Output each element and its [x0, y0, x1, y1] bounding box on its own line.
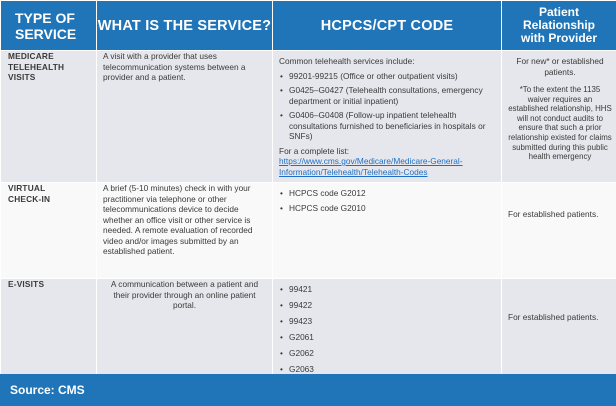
list-item: • G0406–G0408 (Follow-up inpatient telehealth consultations furnished to beneficiaries in hospitals or SNFs): [279, 110, 497, 142]
list-item: • G2062: [279, 348, 497, 359]
code-list: [279, 188, 497, 213]
header-hcpcs-cpt-code: HCPCS/CPT CODE: [273, 1, 502, 51]
header-patient-relationship: Patient Relationship with Provider: [502, 1, 616, 51]
list-item: • G0425–G0427 (Telehealth consultations, emergency department or initial inpatient): [279, 85, 497, 106]
relationship-text: For established patients.: [508, 312, 599, 322]
list-item: • 99201-99215 (Office or other outpatient visits): [279, 71, 497, 82]
header-what-is-the-service: WHAT IS THE SERVICE?: [97, 1, 273, 51]
codes-intro: Common telehealth services include:: [279, 56, 415, 66]
list-item: • 99423: [279, 316, 497, 327]
row-virtual-check-in: [1, 183, 616, 279]
full-list-label: For a complete list:: [279, 145, 350, 156]
source-footer: Source: CMS: [0, 374, 616, 406]
list-item: • HCPCS code G2010: [279, 203, 497, 214]
relationship-text: For established patients.: [508, 209, 599, 219]
service-description: A visit with a provider that uses telecommunication systems between a provider and a patient.: [97, 51, 273, 183]
list-item: • 99421: [279, 284, 497, 295]
relationship-footnote: *To the extent the 1135 waiver requires an established relationship, HHS will not conduct audits to ensure that such a prior relationship existed for claims submitted during this public health emergency: [508, 85, 612, 162]
code-list: [279, 284, 497, 375]
relationship-cell: [502, 183, 616, 279]
service-description: A brief (5-10 minutes) check in with your practitioner via telephone or other telecommunications device to decide whether an office visit or other service is needed. A remote evaluation of recorded video and/or images submitted by an established patient.: [97, 183, 273, 279]
type-cell: MEDICARE TELEHEALTH VISITS: [1, 51, 97, 183]
relationship-cell: [502, 279, 616, 381]
row-medicare-telehealth: [1, 51, 616, 183]
list-item: • 99422: [279, 300, 497, 311]
row-e-visits: [1, 279, 616, 381]
cms-telehealth-codes-link[interactable]: https://www.cms.gov/Medicare/Medicare-General-Information/Telehealth/Telehealth-Codes: [279, 156, 463, 177]
type-cell: VIRTUAL CHECK-IN: [1, 183, 97, 279]
code-cell: [273, 51, 502, 183]
type-cell: E-VISITS: [1, 279, 97, 381]
list-item: • HCPCS code G2012: [279, 188, 497, 199]
code-cell: [273, 183, 502, 279]
list-item: • G2063: [279, 364, 497, 375]
header-row: [1, 1, 616, 51]
code-list: [279, 71, 497, 142]
header-type-of-service: TYPE OF SERVICE: [1, 1, 97, 51]
relationship-text: For new* or established patients.: [516, 56, 604, 77]
relationship-cell: [502, 51, 616, 183]
code-cell: [273, 279, 502, 381]
service-description: A communication between a patient and their provider through an online patient portal.: [97, 279, 273, 381]
list-item: • G2061: [279, 332, 497, 343]
